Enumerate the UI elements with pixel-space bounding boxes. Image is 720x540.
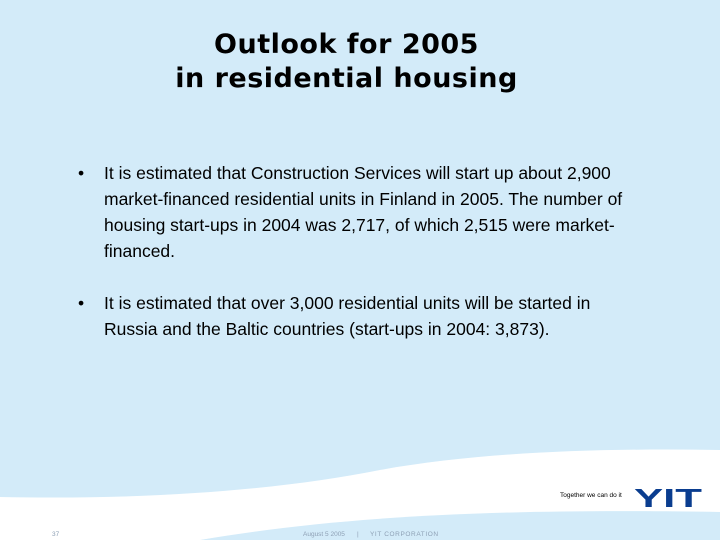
title-line-2: in residential housing	[175, 63, 518, 94]
bullet-marker: •	[78, 293, 85, 313]
slide-title	[0, 28, 693, 96]
svg-text:YIT: YIT	[634, 486, 703, 510]
company-tagline: Together we can do it	[560, 492, 622, 499]
bullet-item-finland	[78, 160, 638, 264]
bullet-list	[78, 160, 638, 368]
yit-logo	[634, 486, 704, 510]
footer-company-name: YIT CORPORATION	[370, 531, 439, 538]
footer-date: August 5 2005	[303, 531, 345, 538]
bullet-marker: •	[78, 163, 85, 183]
bullet-text: It is estimated that Construction Services will start up about 2,900 market-financed residential units in Finland in 2005. The number of housing start-ups in 2004 was 2,717, of which 2,515 were market-financed.	[104, 163, 623, 261]
bullet-item-russia-baltic	[78, 290, 638, 342]
bullet-text: It is estimated that over 3,000 residential units will be started in Russia and the Baltic countries (start-ups in 2004: 3,873).	[104, 293, 591, 339]
footer-separator: |	[357, 531, 359, 538]
title-line-1: Outlook for 2005	[214, 29, 479, 60]
slide-number: 37	[52, 531, 60, 538]
